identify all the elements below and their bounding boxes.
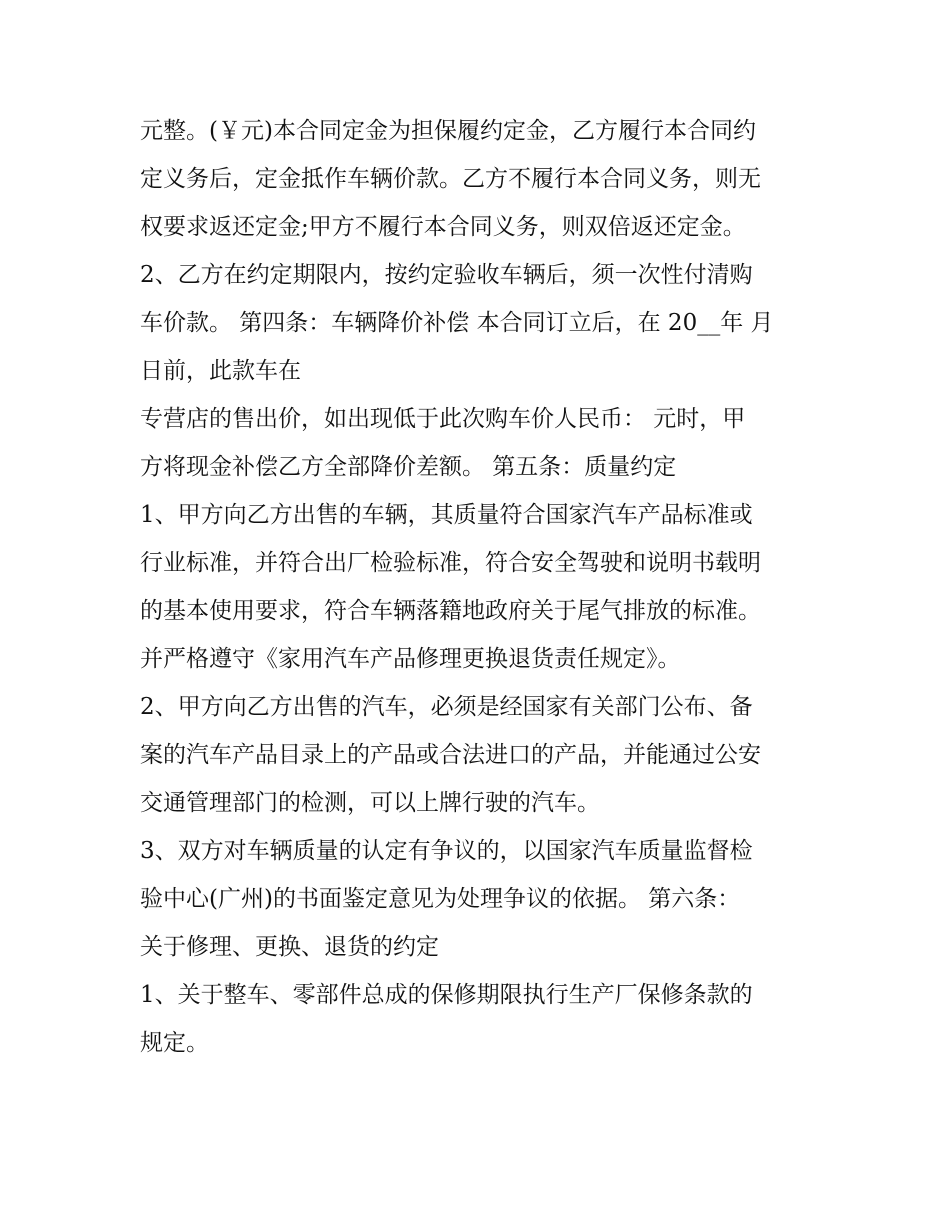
contract-text — [140, 107, 830, 1067]
text-line: 专营店的售出价，如出现低于此次购车价人民币： 元时，甲 — [140, 406, 746, 432]
text-line: 行业标准，并符合出厂检验标准，符合安全驾驶和说明书载明 — [140, 550, 761, 576]
text-line: 1、甲方向乙方出售的车辆，其质量符合国家汽车产品标准或 — [140, 502, 753, 528]
text-line: 方将现金补偿乙方全部降价差额。 第五条：质量约定 — [140, 454, 677, 480]
text-line: 规定。 — [140, 1030, 209, 1056]
text-line: 定义务后，定金抵作车辆价款。乙方不履行本合同义务，则无 — [140, 166, 761, 192]
text-line: 2、乙方在约定期限内，按约定验收车辆后，须一次性付清购 — [140, 262, 753, 288]
text-line: 案的汽车产品目录上的产品或合法进口的产品，并能通过公安 — [140, 742, 761, 768]
text-line: 权要求返还定金;甲方不履行本合同义务，则双倍返还定金。 — [140, 214, 746, 240]
text-line: 并严格遵守《家用汽车产品修理更换退货责任规定》。 — [140, 646, 681, 672]
text-line: 关于修理、更换、退货的约定 — [140, 934, 439, 960]
text-line: 元整。(￥元)本合同定金为担保履约定金，乙方履行本合同约 — [140, 118, 756, 144]
text-line: 3、双方对车辆质量的认定有争议的，以国家汽车质量监督检 — [140, 838, 753, 864]
text-line: 日前，此款车在 — [140, 358, 301, 384]
text-line: 交通管理部门的检测，可以上牌行驶的汽车。 — [140, 790, 600, 816]
text-line: 1、关于整车、零部件总成的保修期限执行生产厂保修条款的 — [140, 982, 753, 1008]
text-line: 的基本使用要求，符合车辆落籍地政府关于尾气排放的标准。 — [140, 598, 761, 624]
text-line: 车价款。 第四条：车辆降价补偿 本合同订立后，在 20__年 月 — [140, 310, 774, 336]
text-line: 2、甲方向乙方出售的汽车，必须是经国家有关部门公布、备 — [140, 694, 753, 720]
text-line: 验中心(广州)的书面鉴定意见为处理争议的依据。 第六条： — [140, 886, 741, 912]
